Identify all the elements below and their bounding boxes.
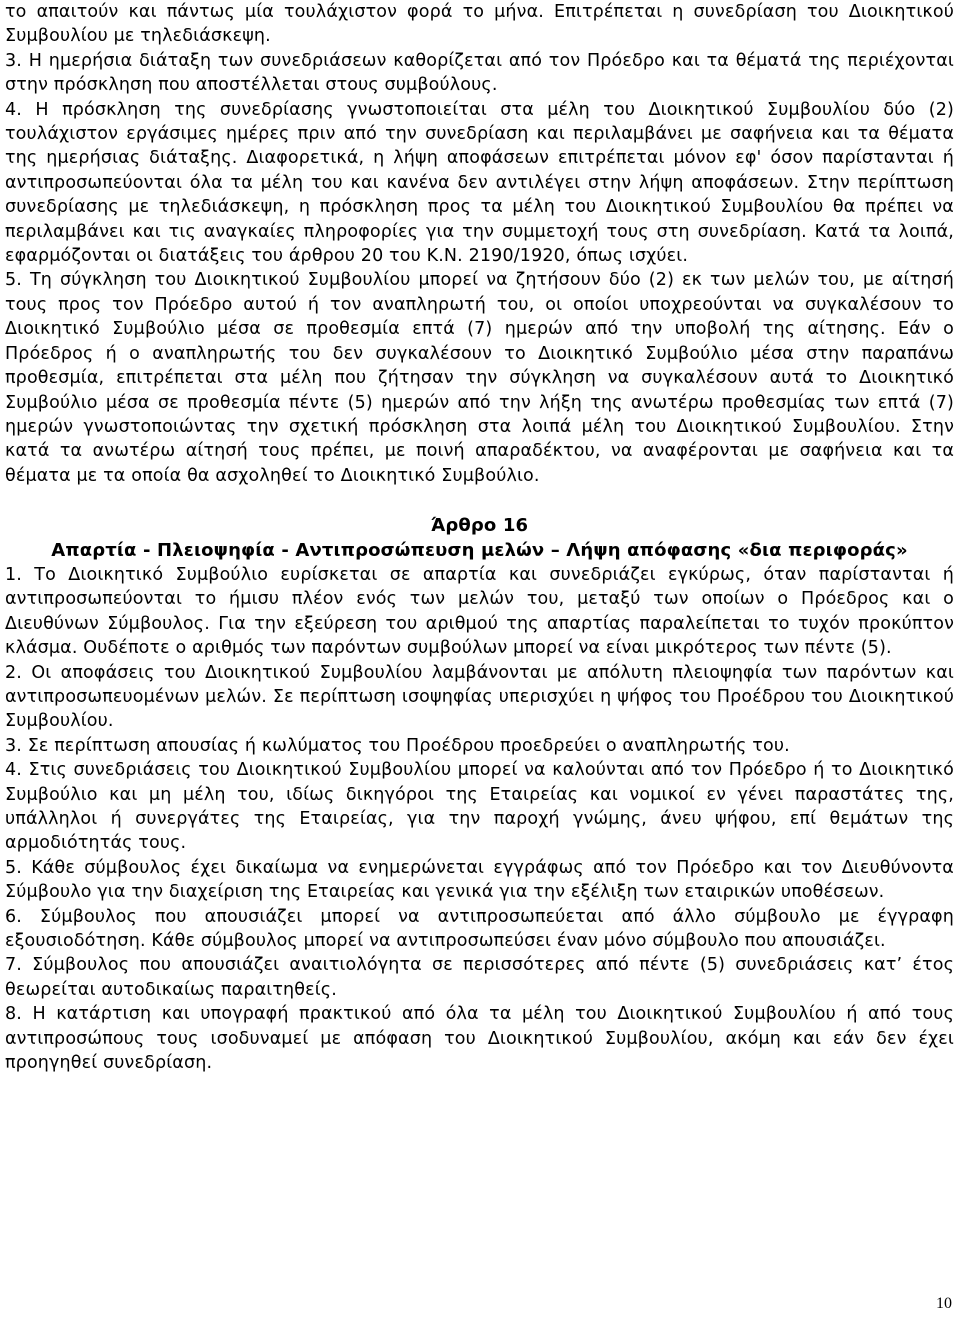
paragraph-agenda: 3. Η ημερήσια διάταξη των συνεδριάσεων καθορίζεται από τον Πρόεδρο και τα θέματά της περιέχονται στην πρόσκληση που αποστέλλεται στους συμβούλους.: [5, 50, 954, 96]
article-paragraph-information: 5. Κάθε σύμβουλος έχει δικαίωμα να ενημερώνεται εγγράφως από τον Πρόεδρο και τον Διευθύνοντα Σύμβουλο για την διαχείριση της Εταιρείας και γενικά για την εξέλιξη των εταιρικών υποθέσεων.: [5, 857, 954, 903]
article-paragraph-minutes: 8. Η κατάρτιση και υπογραφή πρακτικού από όλα τα μέλη του Διοικητικού Συμβουλίου ή από τους αντιπροσώπους τους ισοδυναμεί με απόφαση του Διοικητικού Συμβουλίου, ακόμη και εάν δεν έχει προηγηθεί συνεδρίαση.: [5, 1004, 954, 1074]
paragraph-convocation: 5. Τη σύγκληση του Διοικητικού Συμβουλίου μπορεί να ζητήσουν δύο (2) εκ των μελών του, με αίτησή τους προς τον Πρόεδρο αυτού ή τον αναπληρωτή του, οι οποίοι υποχρεούνται να συγκαλέσουν το Διοικητικό Συμβούλιο μέσα σε προθεσμία επτά (7) ημερών από την υποβολή της αίτησης. Εάν ο Πρόεδρος ή ο αναπληρωτής του δεν συγκαλέσουν το Διοικητικό Συμβούλιο μέσα στην παραπάνω προθεσμία, επιτρέπεται στα μέλη που ζήτησαν την σύγκληση να συγκαλέσουν αυτά το Διοικητικό Συμβούλιο μέσα σε προθεσμία πέντε (5) ημερών από την λήξη της ανωτέρω προθεσμίας των επτά (7) ημερών γνωστοποιώντας την σχετική πρόσκληση στα λοιπά μέλη του Διοικητικού Συμβουλίου. Στην κατά τα ανωτέρω αίτησή τους πρέπει, με ποινή απαραδέκτου, να αναφέρονται με σαφήνεια και τα θέματα με τα οποία θα ασχοληθεί το Διοικητικό Συμβούλιο.: [5, 270, 954, 486]
document-page: [5, 0, 954, 1075]
article-paragraph-representation: 6. Σύμβουλος που απουσιάζει μπορεί να αντιπροσωπεύεται από άλλο σύμβουλο με έγγραφη εξουσιοδότηση. Κάθε σύμβουλος μπορεί να αντιπροσωπεύσει έναν μόνο σύμβουλο που απουσιάζει.: [5, 906, 954, 952]
paragraph-invitation: 4. Η πρόσκληση της συνεδρίασης γνωστοποιείται στα μέλη του Διοικητικού Συμβουλίου δύο (2) τουλάχιστον εργάσιμες ημέρες πριν από την συνεδρίαση και περιλαμβάνει με σαφήνεια και τα θέματα της ημερήσιας διάταξης. Διαφορετικά, η λήψη αποφάσεων επιτρέπεται μόνον εφ' όσον παρίστανται ή αντιπροσωπεύονται όλα τα μέλη του και κανένα δεν αντιλέγει στην λήψη αποφάσεων. Στην περίπτωση συνεδρίασης με τηλεδιάσκεψη, η πρόσκληση προς τα μέλη του Διοικητικού Συμβουλίου θα πρέπει να περιλαμβάνει και τις αναγκαίες πληροφορίες για την συμμετοχή τους στη συνεδρίαση. Κατά τα λοιπά, εφαρμόζονται οι διατάξεις του άρθρου 20 του Κ.Ν. 2190/1920, όπως ισχύει.: [5, 99, 954, 267]
article-number: Άρθρο 16: [430, 515, 529, 537]
article-paragraph-chair-absence: 3. Σε περίπτωση απουσίας ή κωλύματος του Προέδρου προεδρεύει ο αναπληρωτής του.: [5, 735, 790, 756]
page-number: 10: [936, 1295, 952, 1312]
article-paragraph-majority: 2. Οι αποφάσεις του Διοικητικού Συμβουλίου λαμβάνονται με απόλυτη πλειοψηφία των παρόντων και αντιπροσωπευομένων μελών. Σε περίπτωση ισοψηφίας υπερισχύει η ψήφος του Προέδρου του Διοικητικού Συμβουλίου.: [5, 662, 954, 732]
article-title: Απαρτία - Πλειοψηφία - Αντιπροσώπευση μελών – Λήψη απόφασης «δια περιφοράς»: [51, 539, 908, 561]
paragraph-continuation: το απαιτούν και πάντως μία τουλάχιστον φορά το μήνα. Επιτρέπεται η συνεδρίαση του Διοικητικού Συμβουλίου με τηλεδιάσκεψη.: [5, 2, 954, 47]
article-paragraph-resignation: 7. Σύμβουλος που απουσιάζει αναιτιολόγητα σε περισσότερες από πέντε (5) συνεδριάσεις κατ’ έτος θεωρείται αυτοδικαίως παραιτηθείς.: [5, 955, 954, 1000]
article-heading: [5, 514, 954, 563]
article-paragraph-quorum: 1. Το Διοικητικό Συμβούλιο ευρίσκεται σε απαρτία και συνεδριάζει εγκύρως, όταν παρίστανται ή αντιπροσωπεύονται το ήμισυ πλέον ενός των μελών του, μεταξύ των οποίων ο Πρόεδρος και ο Διευθύνων Σύμβουλος. Για την εξεύρεση του αριθμού της απαρτίας παραλείπεται το τυχόν προκύπτον κλάσμα. Ουδέποτε ο αριθμός των παρόντων συμβούλων μπορεί να είναι μικρότερος των πέντε (5).: [5, 564, 954, 659]
article-paragraph-non-members: 4. Στις συνεδριάσεις του Διοικητικού Συμβουλίου μπορεί να καλούνται από τον Πρόεδρο ή το Διοικητικό Συμβούλιο και μη μέλη του, ιδίως δικηγόροι της Εταιρείας και νομικοί εν γένει παραστάτες της, υπάλληλοι ή συνεργάτες της Εταιρείας, για την παροχή γνώμης, άνευ ψήφου, επί θεμάτων της αρμοδιότητάς τους.: [5, 760, 954, 854]
